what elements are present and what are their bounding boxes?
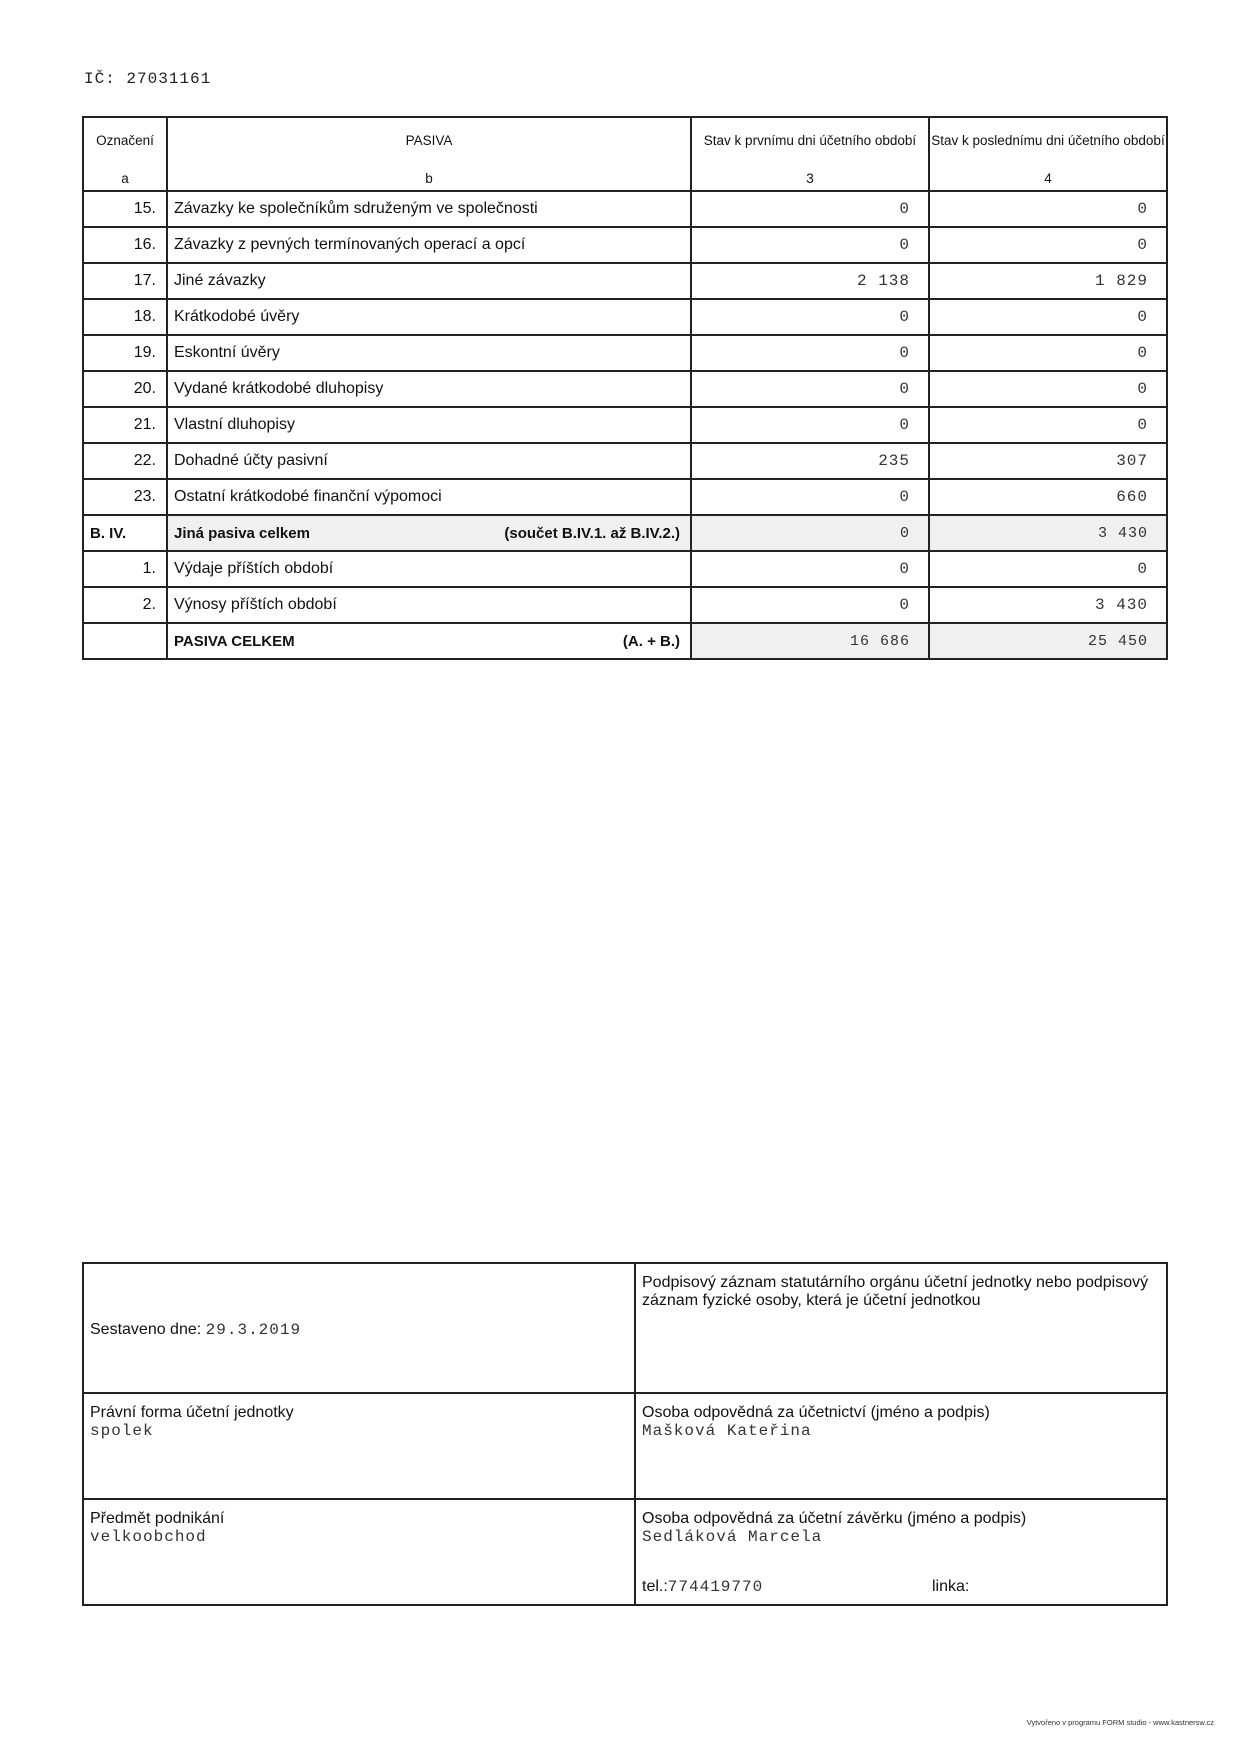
row-label: Výnosy příštích období xyxy=(167,587,691,623)
row-label: Závazky ke společníkům sdruženým ve společnosti xyxy=(167,191,691,227)
table-row xyxy=(83,551,1167,587)
table-row xyxy=(83,191,1167,227)
compiled-date-cell xyxy=(83,1263,635,1393)
row-value-first: 0 xyxy=(691,479,929,515)
signature-table xyxy=(82,1262,1168,1606)
table-row xyxy=(83,227,1167,263)
row-label: Vlastní dluhopisy xyxy=(167,407,691,443)
table-row xyxy=(83,587,1167,623)
row-number: 1. xyxy=(83,551,167,587)
row-value-last: 0 xyxy=(929,299,1167,335)
header-first-day: Stav k prvnímu dni účetního období 3 xyxy=(691,117,929,191)
business-subject-cell xyxy=(83,1499,635,1605)
row-number: 20. xyxy=(83,371,167,407)
closing-person-cell xyxy=(635,1499,1167,1605)
header-designation: Označení a xyxy=(83,117,167,191)
row-number: 18. xyxy=(83,299,167,335)
row-label: Jiné závazky xyxy=(167,263,691,299)
row-value-last: 660 xyxy=(929,479,1167,515)
total-note: (A. + B.) xyxy=(622,632,680,650)
row-value-first: 0 xyxy=(691,371,929,407)
header-last-day: Stav k poslednímu dni účetního období 4 xyxy=(929,117,1167,191)
closing-person-value: Sedláková Marcela xyxy=(642,1528,823,1546)
company-id-value: 27031161 xyxy=(126,70,212,88)
row-value-last: 0 xyxy=(929,191,1167,227)
total-num xyxy=(83,623,167,659)
legal-form-value: spolek xyxy=(90,1422,154,1440)
table-header-row xyxy=(83,117,1167,191)
row-number: 22. xyxy=(83,443,167,479)
section-biv-row xyxy=(83,515,1167,551)
legal-form-cell xyxy=(83,1393,635,1499)
extension-label: linka: xyxy=(932,1578,970,1595)
row-number: 19. xyxy=(83,335,167,371)
row-number: 23. xyxy=(83,479,167,515)
table-row xyxy=(83,299,1167,335)
row-value-first: 2 138 xyxy=(691,263,929,299)
row-number: 16. xyxy=(83,227,167,263)
row-value-last: 0 xyxy=(929,551,1167,587)
row-label: Výdaje příštích období xyxy=(167,551,691,587)
row-label: Dohadné účty pasivní xyxy=(167,443,691,479)
row-value-last: 0 xyxy=(929,407,1167,443)
row-value-first: 0 xyxy=(691,407,929,443)
table-row xyxy=(83,335,1167,371)
row-label: Krátkodobé úvěry xyxy=(167,299,691,335)
header-liabilities: PASIVA b xyxy=(167,117,691,191)
phone-label: tel.: xyxy=(642,1578,668,1595)
row-value-last: 1 829 xyxy=(929,263,1167,299)
row-value-first: 0 xyxy=(691,227,929,263)
section-biv-label: Jiná pasiva celkem xyxy=(174,524,310,542)
accounting-person-cell xyxy=(635,1393,1167,1499)
business-subject-value: velkoobchod xyxy=(90,1528,207,1546)
business-subject-label: Předmět podnikání xyxy=(90,1510,225,1527)
row-value-first: 0 xyxy=(691,335,929,371)
total-label: PASIVA CELKEM xyxy=(174,632,295,650)
phone-value: 774419770 xyxy=(667,1578,764,1596)
row-value-first: 0 xyxy=(691,587,929,623)
row-number: 21. xyxy=(83,407,167,443)
table-row xyxy=(83,371,1167,407)
accounting-person-value: Mašková Kateřina xyxy=(642,1422,812,1440)
row-value-last: 0 xyxy=(929,371,1167,407)
section-biv-label-cell xyxy=(167,515,691,551)
row-value-first: 0 xyxy=(691,191,929,227)
section-biv-num: B. IV. xyxy=(83,515,167,551)
section-biv-v2: 3 430 xyxy=(929,515,1167,551)
total-label-cell xyxy=(167,623,691,659)
row-label: Ostatní krátkodobé finanční výpomoci xyxy=(167,479,691,515)
row-value-last: 0 xyxy=(929,335,1167,371)
table-row xyxy=(83,263,1167,299)
company-id-label: IČ: xyxy=(84,70,116,88)
row-label: Závazky z pevných termínovaných operací a opcí xyxy=(167,227,691,263)
row-value-first: 0 xyxy=(691,551,929,587)
closing-person-label: Osoba odpovědná za účetní závěrku (jméno a podpis) xyxy=(642,1510,1027,1527)
accounting-person-label: Osoba odpovědná za účetnictví (jméno a podpis) xyxy=(642,1404,990,1421)
phone xyxy=(642,1578,763,1596)
compiled-date-value: 29.3.2019 xyxy=(205,1321,302,1339)
total-v2: 25 450 xyxy=(929,623,1167,659)
row-number: 15. xyxy=(83,191,167,227)
table-row xyxy=(83,407,1167,443)
row-number: 17. xyxy=(83,263,167,299)
section-biv-v1: 0 xyxy=(691,515,929,551)
software-credit: Vytvořeno v programu FORM studio - www.kastnersw.cz xyxy=(1026,1718,1214,1727)
signature-record-label: Podpisový záznam statutárního orgánu účetní jednotky nebo podpisový záznam fyzické osoby, která je účetní jednotkou xyxy=(642,1274,1149,1309)
row-value-last: 307 xyxy=(929,443,1167,479)
total-v1: 16 686 xyxy=(691,623,929,659)
legal-form-label: Právní forma účetní jednotky xyxy=(90,1404,294,1421)
row-label: Vydané krátkodobé dluhopisy xyxy=(167,371,691,407)
row-label: Eskontní úvěry xyxy=(167,335,691,371)
table-row xyxy=(83,479,1167,515)
row-value-last: 3 430 xyxy=(929,587,1167,623)
row-number: 2. xyxy=(83,587,167,623)
company-id xyxy=(84,70,211,88)
row-value-first: 0 xyxy=(691,299,929,335)
signature-record-cell xyxy=(635,1263,1167,1393)
compiled-date-label: Sestaveno dne: xyxy=(90,1321,202,1338)
table-row xyxy=(83,443,1167,479)
row-value-first: 235 xyxy=(691,443,929,479)
section-biv-note: (součet B.IV.1. až B.IV.2.) xyxy=(504,524,680,542)
row-value-last: 0 xyxy=(929,227,1167,263)
liabilities-table xyxy=(82,116,1168,660)
total-row xyxy=(83,623,1167,659)
